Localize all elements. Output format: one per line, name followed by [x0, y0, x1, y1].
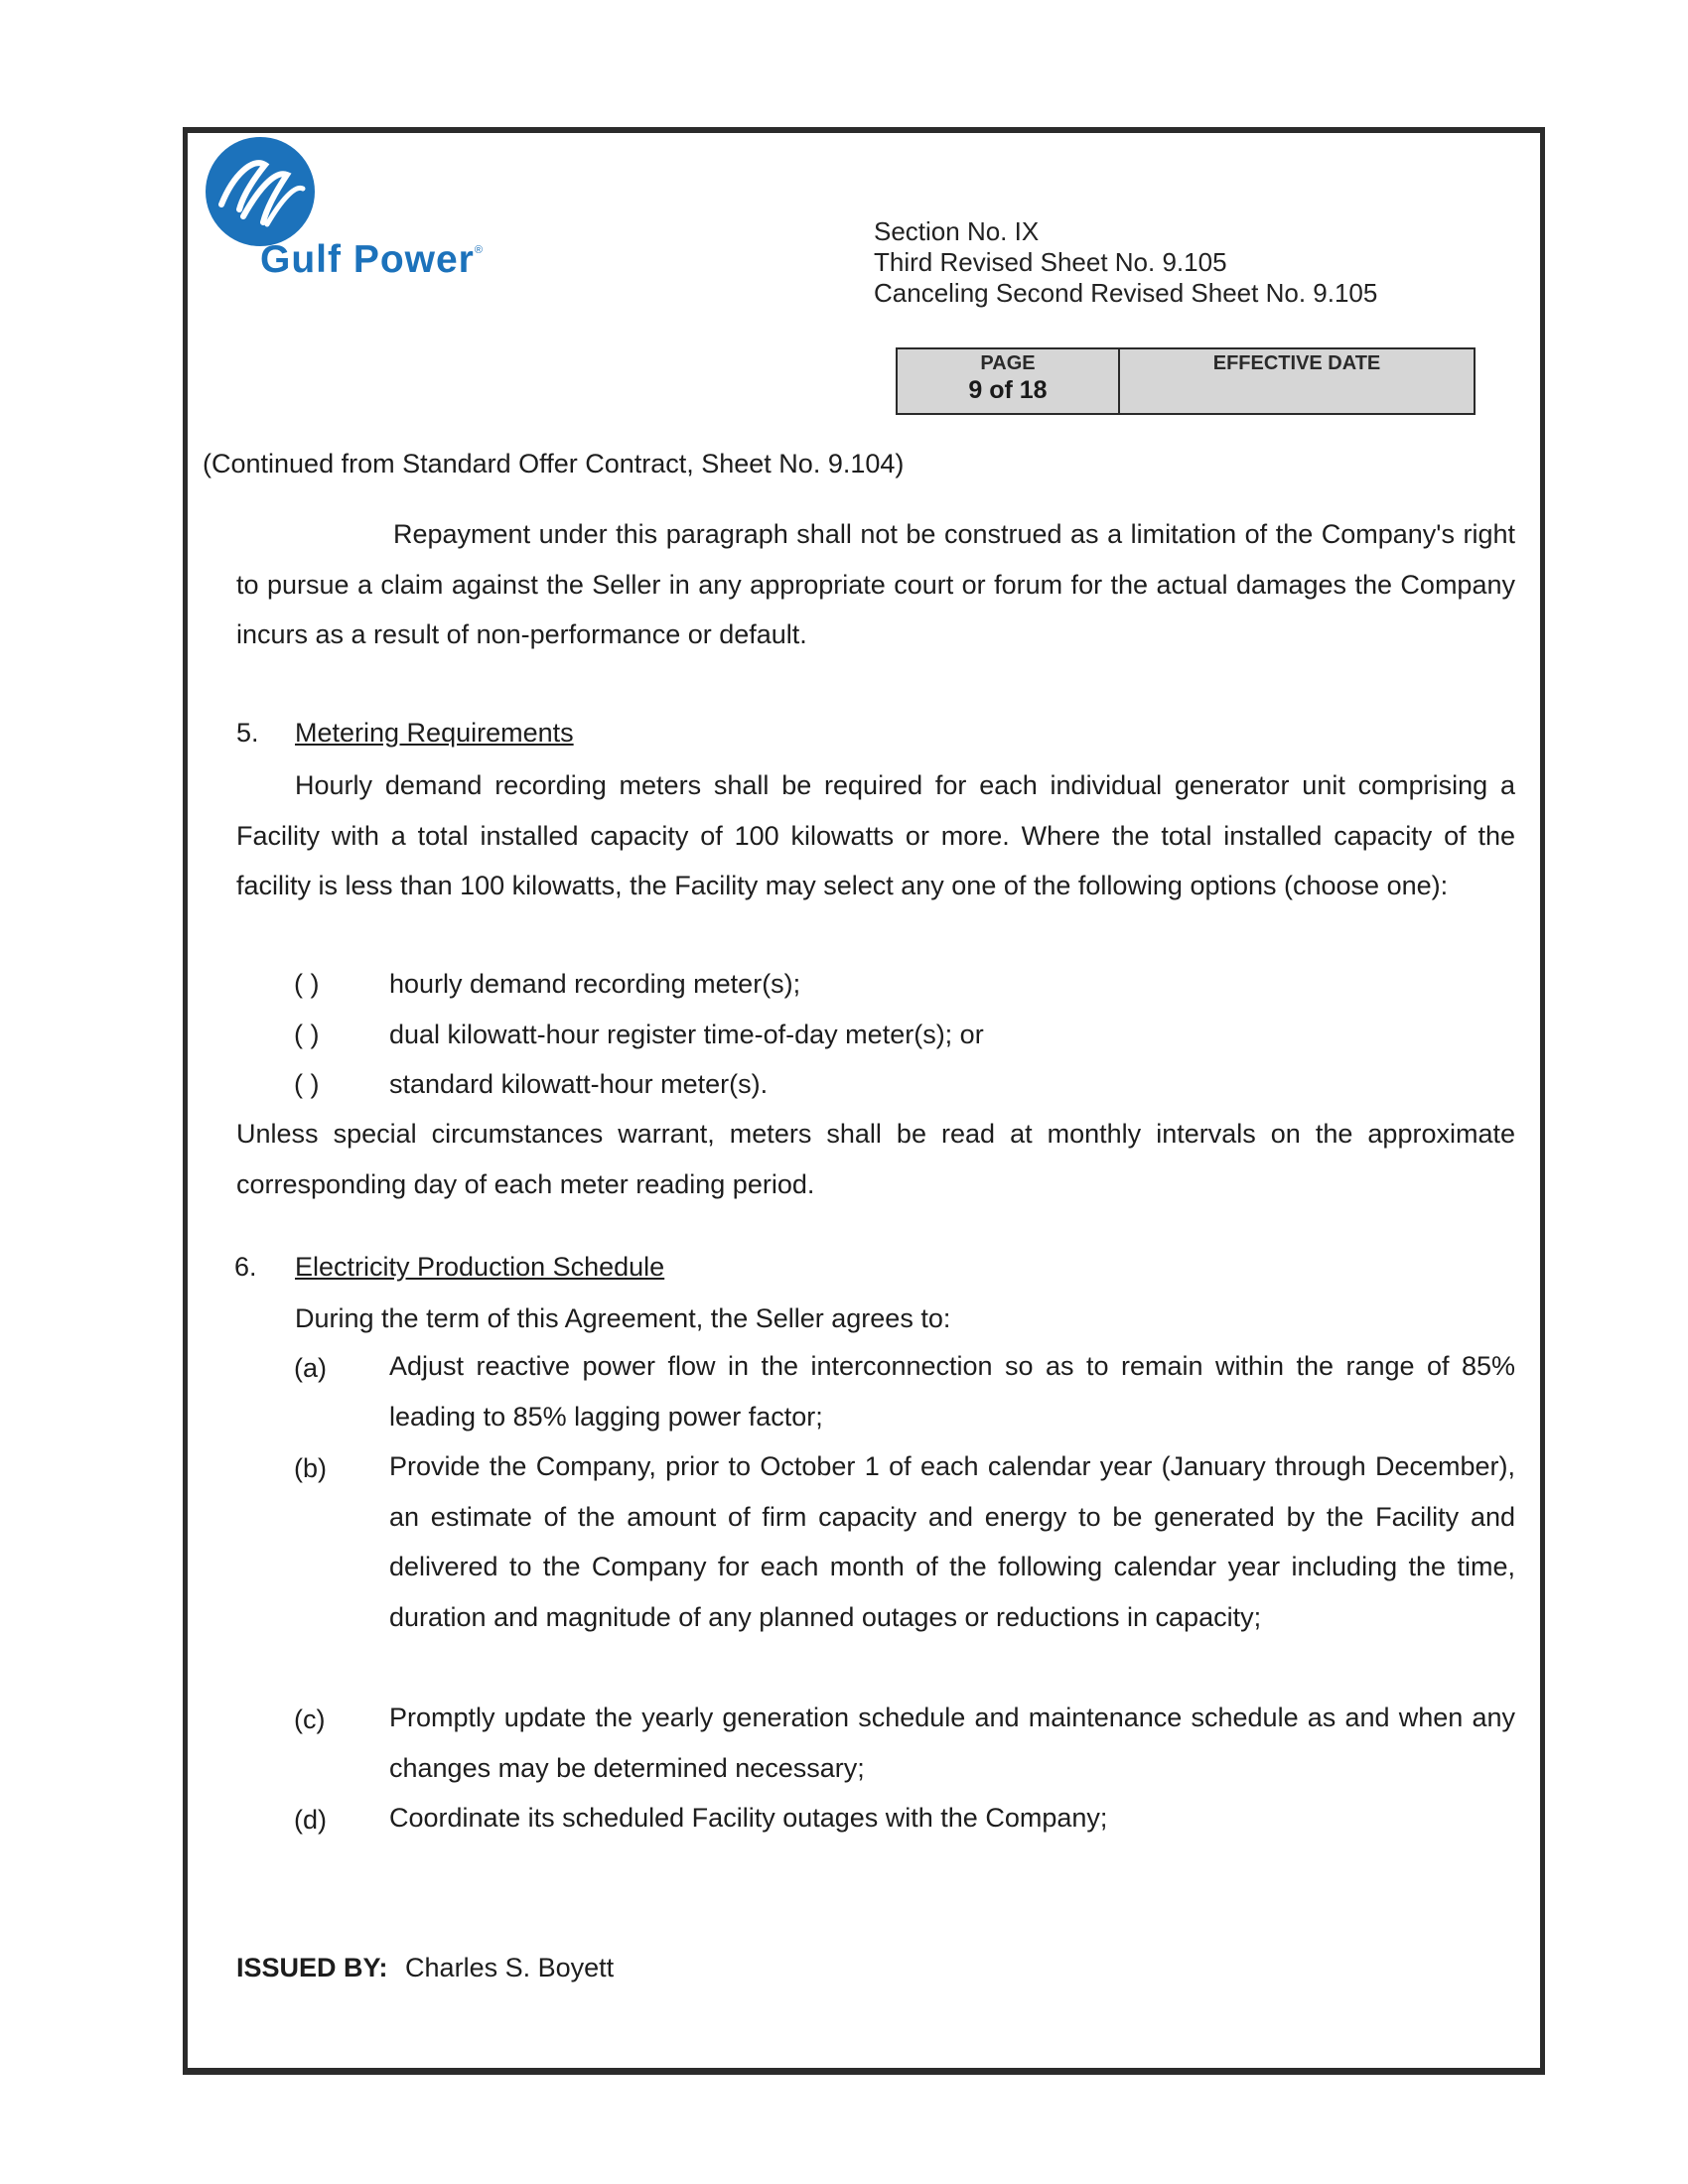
- section-6-intro: During the term of this Agreement, the Seller agrees to:: [295, 1303, 951, 1333]
- item-marker: (c): [294, 1705, 326, 1734]
- issued-by-name: Charles S. Boyett: [405, 1953, 615, 1982]
- page-label: PAGE: [980, 352, 1036, 374]
- item-marker: (a): [294, 1353, 327, 1383]
- sheet-number: Third Revised Sheet No. 9.105: [874, 247, 1227, 277]
- page-effective-box: [896, 347, 1476, 415]
- item-text: Coordinate its scheduled Facility outages with the Company;: [389, 1803, 1108, 1833]
- repayment-paragraph: Repayment under this paragraph shall not be construed as a limitation of the Company's right to pursue a claim against the Seller in any appropriate court or forum for the actual damages the Company incurs as a result of non-performance or default.: [236, 519, 1515, 649]
- issued-by-label: ISSUED BY:: [236, 1953, 388, 1982]
- option-text: standard kilowatt-hour meter(s).: [389, 1069, 769, 1099]
- option-marker: ( ): [294, 1020, 320, 1049]
- item-marker: (d): [294, 1805, 327, 1835]
- section-6-title: Electricity Production Schedule: [295, 1252, 665, 1282]
- section-5-number: 5.: [236, 718, 259, 748]
- sheet-info: [874, 216, 1377, 309]
- item-text: Provide the Company, prior to October 1 of each calendar year (January through December), an estimate of the amount of firm capacity and energy to be generated by the Facility and delivered to the Company for each month of the following calendar year including the time, duration and magnitude of any planned outages or reductions in capacity;: [389, 1451, 1515, 1632]
- canceling-sheet: Canceling Second Revised Sheet No. 9.105: [874, 278, 1378, 308]
- section-6-number: 6.: [234, 1252, 257, 1282]
- option-text: hourly demand recording meter(s);: [389, 969, 801, 999]
- option-marker: ( ): [294, 969, 320, 999]
- section-5-intro: Hourly demand recording meters shall be required for each individual generator unit comprising a Facility with a total installed capacity of 100 kilowatts or more. Where the total installed capacity of the facility is less than 100 kilowatts, the Facility may select any one of the following options (choose one):: [236, 770, 1515, 900]
- item-text: Adjust reactive power flow in the interconnection so as to remain within the range of 85% leading to 85% lagging power factor;: [389, 1351, 1515, 1432]
- company-name: Gulf Power®: [260, 238, 484, 281]
- item-text: Promptly update the yearly generation schedule and maintenance schedule as and when any changes may be determined necessary;: [389, 1703, 1515, 1783]
- page-value: 9 of 18: [968, 376, 1048, 404]
- continued-note: (Continued from Standard Offer Contract, Sheet No. 9.104): [203, 449, 905, 478]
- issued-by: [236, 1953, 614, 1983]
- item-marker: (b): [294, 1453, 327, 1483]
- option-text: dual kilowatt-hour register time-of-day meter(s); or: [389, 1020, 984, 1049]
- gulf-power-logo-icon: [204, 135, 318, 249]
- page-cell: [898, 349, 1120, 413]
- effective-date-label: EFFECTIVE DATE: [1212, 352, 1381, 374]
- section-5-title: Metering Requirements: [295, 718, 574, 748]
- effective-date-cell: [1120, 349, 1474, 413]
- option-marker: ( ): [294, 1069, 320, 1099]
- section-number: Section No. IX: [874, 216, 1040, 246]
- section-5-closing: Unless special circumstances warrant, meters shall be read at monthly intervals on the approximate corresponding day of each meter reading period.: [236, 1119, 1515, 1199]
